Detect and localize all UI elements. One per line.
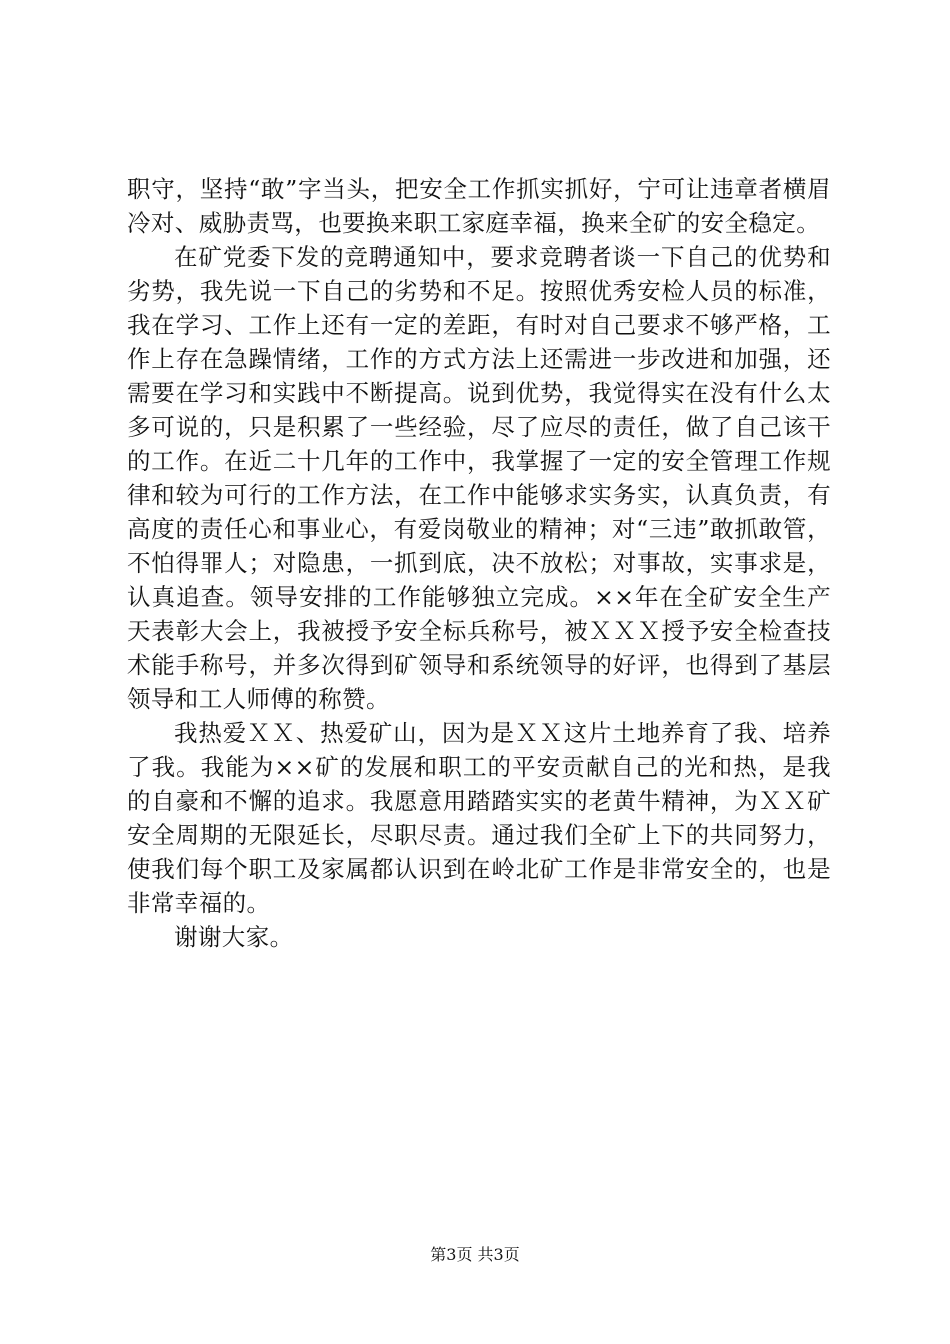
page-footer: 第3页 共3页: [430, 1245, 520, 1264]
paragraph-commitment: 我热爱ＸＸ、热爱矿山，因为是ＸＸ这片土地养育了我、培养了我。我能为××矿的发展和职工的平安贡献自己的光和热，是我的自豪和不懈的追求。我愿意用踏踏实实的老黄牛精神，为ＸＸ矿安全周期的无限延长，尽职尽责。通过我们全矿上下的共同努力，使我们每个职工及家属都认识到在岭北矿工作是非常安全的，也是非常幸福的。: [127, 719, 831, 917]
paragraph-strengths-weaknesses: 在矿党委下发的竞聘通知中，要求竞聘者谈一下自己的优势和劣势，我先说一下自己的劣势和不足。按照优秀安检人员的标准，我在学习、工作上还有一定的差距，有时对自己要求不够严格，工作上存在急躁情绪，工作的方式方法上还需进一步改进和加强，还需要在学习和实践中不断提高。说到优势，我觉得实在没有什么太多可说的，只是积累了一些经验，尽了应尽的责任，做了自己该干的工作。在近二十几年的工作中，我掌握了一定的安全管理工作规律和较为可行的工作方法，在工作中能够求实务实，认真负责，有高度的责任心和事业心，有爱岗敬业的精神；对“三违”敢抓敢管，不怕得罪人；对隐患，一抓到底，决不放松；对事故，实事求是，认真追查。领导安排的工作能够独立完成。××年在全矿安全生产天表彰大会上，我被授予安全标兵称号，被ＸＸＸ授予安全检查技术能手称号，并多次得到矿领导和系统领导的好评，也得到了基层领导和工人师傅的称赞。: [127, 243, 831, 713]
paragraph-closing: 谢谢大家。: [174, 923, 294, 951]
document-body: [127, 172, 831, 954]
paragraph-continuation: 职守，坚持“敢”字当头，把安全工作抓实抓好，宁可让违章者横眉冷对、威胁责骂，也要换来职工家庭幸福，换来全矿的安全稳定。: [127, 175, 831, 237]
